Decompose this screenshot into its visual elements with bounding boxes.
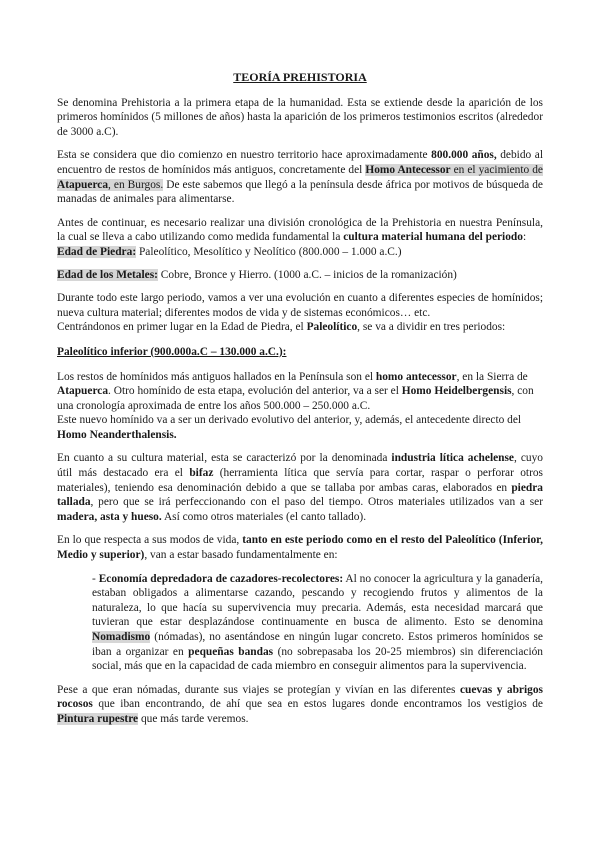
text-run: (nómadas), no asentándose en ningún lugar concreto. Estos primeros homínidos se iban a organizar en <box>92 631 543 658</box>
section-heading <box>57 345 543 360</box>
periods-bold: tanto en este periodo como en el resto del Paleolítico (Inferior, Medio y superior) <box>57 534 543 562</box>
text-run: Pese a que eran nómadas, durante sus viajes se protegían y vivían en las diferentes <box>57 683 460 696</box>
homo-antecessor-bold: homo antecessor <box>375 370 457 383</box>
text-run: Esta se considera que dio comienzo en nuestro territorio hace aproximadamente <box>57 149 432 162</box>
chronology-paragraph <box>57 216 543 260</box>
text-run: Este nuevo homínido va a ser un derivado evolutivo del anterior, y, además, el antecedente directo del <box>57 414 522 427</box>
economy-paragraph <box>92 572 543 674</box>
text-run: Paleolítico, Mesolítico y Neolítico (800.000 – 1.000 a.C.) <box>136 245 402 258</box>
text-run: Centrándonos en primer lugar en la Edad de Piedra, el <box>57 321 307 334</box>
text-run: Cobre, Bronce y Hierro. (1000 a.C. – inicios de la romanización) <box>157 268 457 281</box>
neanderthalensis-bold: Homo Neanderthalensis. <box>57 428 177 441</box>
text-run: , van a estar basado fundamentalmente en: <box>144 549 338 562</box>
page-title: TEORÍA PREHISTORIA <box>233 70 367 84</box>
evolution-paragraph <box>57 291 543 335</box>
text-run: Al no conocer la agricultura y la ganadería, estaban obligados a alimentarse cazando, pescando y recogiendo frutos y alimentos de la naturaleza, lo que hacía su supervivencia muy precaria. Además, esta necesidad marcará que tuvieran que estar desplazándose continuamente en busca de alimento. Esto se denomina <box>92 572 543 629</box>
text-run: - <box>92 572 99 585</box>
metales-paragraph <box>57 268 543 283</box>
years-bold: 800.000 años, <box>431 149 497 162</box>
atapuerca-highlight: Atapuerca <box>57 178 109 191</box>
text-run: : <box>522 231 527 244</box>
burgos-highlight: , en Burgos. <box>108 178 164 191</box>
edad-piedra-highlight: Edad de Piedra: <box>57 245 137 258</box>
text-run: Antes de continuar, es necesario realizar una división cronológica de la Prehistoria en nuestra Península, la cual se lleva a cabo utilizando como medida fundamental la <box>57 216 543 244</box>
achelense-bold: industria lítica achelense <box>391 452 514 465</box>
bifaz-bold: bifaz <box>189 467 214 480</box>
bandas-bold: pequeñas bandas <box>188 645 274 658</box>
text-run: (no sobrepasaba los 20-25 miembros) sin diferenciación social, más que en la capacidad de cada miembro en conseguir alimentos para la supervivencia. <box>92 645 543 673</box>
cuevas-bold: cuevas y abrigos rocosos <box>57 683 543 711</box>
text-run: Los restos de homínidos más antiguos hallados en la Península son el <box>57 370 376 383</box>
pintura-rupestre-highlight: Pintura rupestre <box>57 712 139 725</box>
text-run: que más tarde veremos. <box>138 712 249 725</box>
text-run: que iban encontrando, de ahí que sea en estos lugares donde encontramos los vestigios de <box>92 698 543 711</box>
materials-bold: madera, asta y hueso. <box>57 510 162 523</box>
cultura-material-bold: cultura material humana del periodo <box>343 231 523 244</box>
text-run-highlight: en el yacimiento de <box>450 163 543 176</box>
piedra-tallada-bold: piedra tallada <box>57 481 543 509</box>
lifestyle-paragraph <box>57 533 543 562</box>
economia-bold: Economía depredadora de cazadores-recolectores: <box>98 572 344 585</box>
text-run: , pero que se irá perfeccionando con el paso del tiempo. Otros materiales utilizados van a ser <box>90 496 543 509</box>
intro-paragraph: Se denomina Prehistoria a la primera etapa de la humanidad. Esta se extiende desde la aparición de los primeros homínidos (5 millones de años) hasta la aparición de los primeros testimonios escritos (alrededor de 3000 a.C). <box>57 96 543 138</box>
material-culture-paragraph <box>57 451 543 524</box>
paleolitico-inferior-heading: Paleolítico inferior (900.000a.C – 130.000 a.C.): <box>57 345 287 358</box>
text-run: (herramienta lítica que servía para cortar, raspar o perforar otros materiales), teniendo esa denominación debido a que se tallaba por ambas caras, elaborados en <box>57 467 543 494</box>
origin-paragraph <box>57 148 543 206</box>
text-run: En lo que respecta a sus modos de vida, <box>57 534 243 547</box>
text-run: . Otro homínido de esta etapa, evolución del anterior, va a ser el <box>108 385 402 398</box>
text-run: , con una cronología aproximada de entre los años 500.000 – 250.000 a.C. <box>57 385 534 412</box>
heidelbergensis-bold: Homo Heidelbergensis <box>401 385 512 398</box>
nomadismo-highlight: Nomadismo <box>92 631 151 643</box>
text-run: , en la Sierra de <box>456 370 528 383</box>
text-run: , se va a dividir en tres periodos: <box>357 321 506 334</box>
text-run: , cuyo útil más destacado era el <box>57 452 544 480</box>
paleolitico-bold: Paleolítico <box>306 321 358 334</box>
text-run: Durante todo este largo periodo, vamos a ver una evolución en cuanto a diferentes especies de homínidos; nueva cultura material; diferentes modos de vida y de sistemas económicos… etc. <box>57 292 543 319</box>
homo-antecessor-highlight: Homo Antecessor <box>365 163 451 176</box>
edad-metales-highlight: Edad de los Metales: <box>57 268 158 281</box>
atapuerca-bold: Atapuerca <box>57 385 109 398</box>
text-run: De este sabemos que llegó a la península desde áfrica por motivos de búsqueda de manadas de animales para alimentarse. <box>57 178 543 206</box>
hominids-paragraph <box>57 370 543 443</box>
text-run: Así como otros materiales (el canto tallado). <box>161 510 367 523</box>
caves-paragraph <box>57 683 543 727</box>
text-run: En cuanto a su cultura material, esta se caracterizó por la denominada <box>57 452 392 465</box>
text-run: debido al encuentro de restos de homínidos más antiguos, concretamente del <box>57 149 543 176</box>
